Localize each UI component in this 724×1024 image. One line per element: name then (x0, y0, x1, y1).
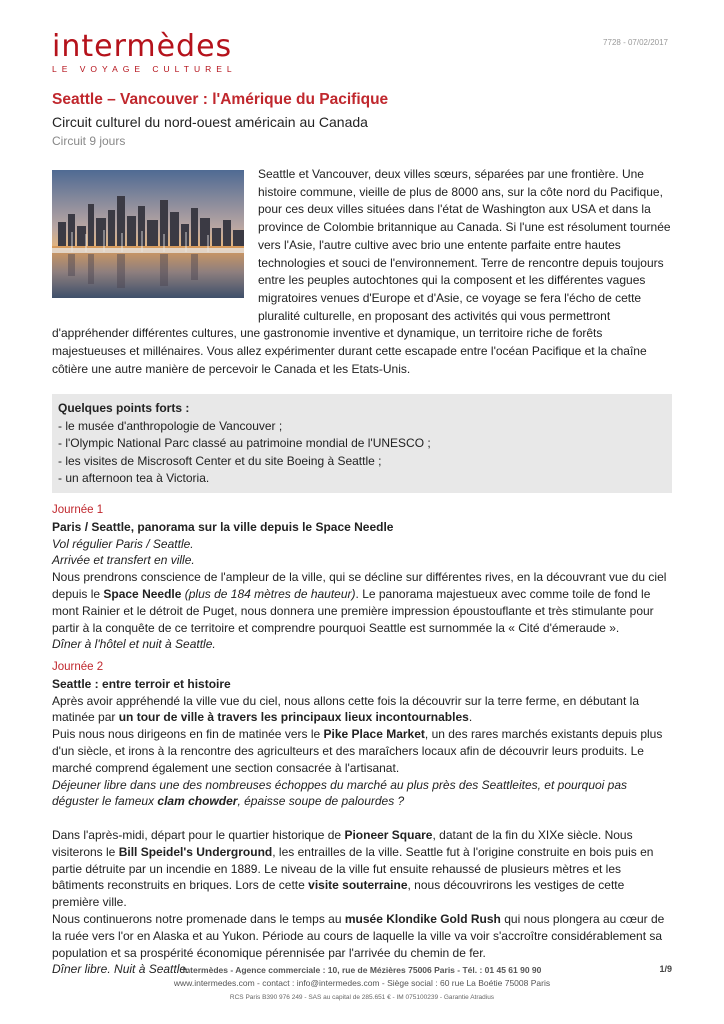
footer-legal-line: RCS Paris B390 976 249 - SAS au capital de 285.651 € - IM 075100239 - Garantie Atradius (229, 994, 495, 1001)
highlights-title: Quelques points forts : (58, 401, 190, 415)
day-2-paragraph-2: Puis nous nous dirigeons en fin de matinée vers le Pike Place Market, un des rares marchés existants depuis plus d'un siècle, et irons à la rencontre des agriculteurs et des maraîchers locaux afin de découvrir leurs produits. Le marché comprend également une section consacrée à l'artisanat. (52, 727, 663, 775)
day-2-blank-line (52, 810, 674, 827)
day-1-flight: Vol régulier Paris / Seattle. (52, 536, 194, 551)
footer-contact-line[interactable]: www.intermedes.com - contact : info@intermedes.com - Siège social : 60 rue La Boétie 75008 Paris (173, 978, 551, 988)
page-footer (52, 964, 672, 1004)
footer-agency-line: Intermèdes - Agence commerciale : 10, rue de Mézières 75006 Paris - Tél. : 01 45 61 90 90 (182, 965, 542, 975)
trip-subtitle: Circuit culturel du nord-ouest américain au Canada (52, 114, 368, 130)
highlight-item: - un afternoon tea à Victoria. (58, 471, 210, 485)
day-2-label: Journée 2 (52, 661, 104, 673)
intermedes-logo[interactable] (52, 29, 237, 74)
day-1-title: Paris / Seattle, panorama sur la ville depuis le Space Needle (52, 519, 394, 534)
trip-title: Seattle – Vancouver : l'Amérique du Pacifique (52, 91, 389, 108)
trip-duration: Circuit 9 jours (52, 134, 126, 148)
day-2-paragraph-4: Nous continuerons notre promenade dans le temps au musée Klondike Gold Rush qui nous plongera au cœur de la ruée vers l'or en Alaska et au Yukon. Période au cours de laquelle la ville va voir s'accroître considérablement sa population et sa prospérité économique pérennisée par l'arrivée du chemin de fer. (52, 911, 665, 960)
page-number: 1/9 (659, 964, 672, 974)
logo-name: intermèdes (52, 29, 233, 64)
day-1-dinner: Dîner à l'hôtel et nuit à Seattle. (52, 637, 216, 652)
day-1-section (52, 502, 674, 653)
document-reference: 7728 - 07/02/2017 (603, 38, 668, 47)
day-2-lunch: Déjeuner libre dans une des nombreuses échoppes du marché au plus près des Seattleites, et pourquoi pas déguster le fameux clam chowder, épaisse soupe de palourdes ? (52, 777, 628, 809)
highlight-item: - l'Olympic National Parc classé au patrimoine mondial de l'UNESCO ; (58, 436, 431, 450)
logo-tagline: LE VOYAGE CULTUREL (52, 64, 237, 74)
day-2-title: Seattle : entre terroir et histoire (52, 676, 231, 691)
day-1-label: Journée 1 (52, 504, 104, 516)
highlight-item: - les visites de Miscrosoft Center et du site Boeing à Seattle ; (58, 453, 382, 468)
highlight-item: - le musée d'anthropologie de Vancouver ; (58, 418, 283, 433)
photo-spacer (52, 166, 258, 308)
intro-text: Seattle et Vancouver, deux villes sœurs, séparées par une frontière. Une histoire commune, vieille de plus de 8000 ans, sur la côte nord du Pacifique, pour ces deux villes situées dans l'état de Washington aux USA et dans la province de Colombie britannique au Canada. Si l'une est résolument tournée vers l'Asie, l'autre cultive avec brio une entente parfaite entre hautes technologies et souci de l'environnement. Terre de rencontre depuis toujours entre les peuples autochtones qui la composent et les différentes vagues migratoires venues d'Europe et d'Asie, ce voyage se fera l'écho de cette pluralité culturelle, en proposant des activités qui vous permettront d'appréhender différentes cultures, une gastronomie inventive et dynamique, un territoire riche de forêts majestueuses et millénaires. Vous allez expérimenter durant cette escapade entre l'océan Pacifique et la chaîne côtière une autre manière de percevoir le Canada et les Etats-Unis. (52, 167, 671, 376)
intro-paragraph (52, 166, 674, 378)
day-1-description: Nous prendrons conscience de l'ampleur de la ville, qui se décline sur différentes rives, en la découvrant vue du ciel depuis le Space Needle (plus de 184 mètres de hauteur). Le panorama majestueux avec comme toile de fond le mont Rainier et le détroit de Puget, nous donnera une première impression époustouflante et très stimulante pour partir à la conquête de ce territoire et comprendre pourquoi Seattle est surnommée la « Cité d'émeraude ». (52, 570, 667, 635)
day-1-arrival: Arrivée et transfert en ville. (52, 553, 195, 568)
day-2-paragraph-3: Dans l'après-midi, départ pour le quartier historique de Pioneer Square, datant de la fin du XIXe siècle. Nous visiterons le Bill Speidel's Underground, les entrailles de la ville. Seattle fut à l'origine construite en bois puis en partie détruite par un incendie en 1889. Le niveau de la ville fut ensuite rehaussé de plusieurs mètres et les bâtiments reconstruits en briques. Lors de cette visite souterraine, nous découvrirons les vestiges de cette première ville. (52, 827, 654, 910)
day-2-paragraph-1: Après avoir appréhendé la ville vue du ciel, nous allons cette fois la découvrir sur la terre ferme, en débutant la matinée par un tour de ville à travers les principaux lieux incontournables. (52, 693, 639, 725)
day-2-section (52, 659, 674, 978)
day-2-dinner: Dîner libre. Nuit à Seattle. (52, 962, 190, 977)
highlights-box (52, 394, 672, 493)
